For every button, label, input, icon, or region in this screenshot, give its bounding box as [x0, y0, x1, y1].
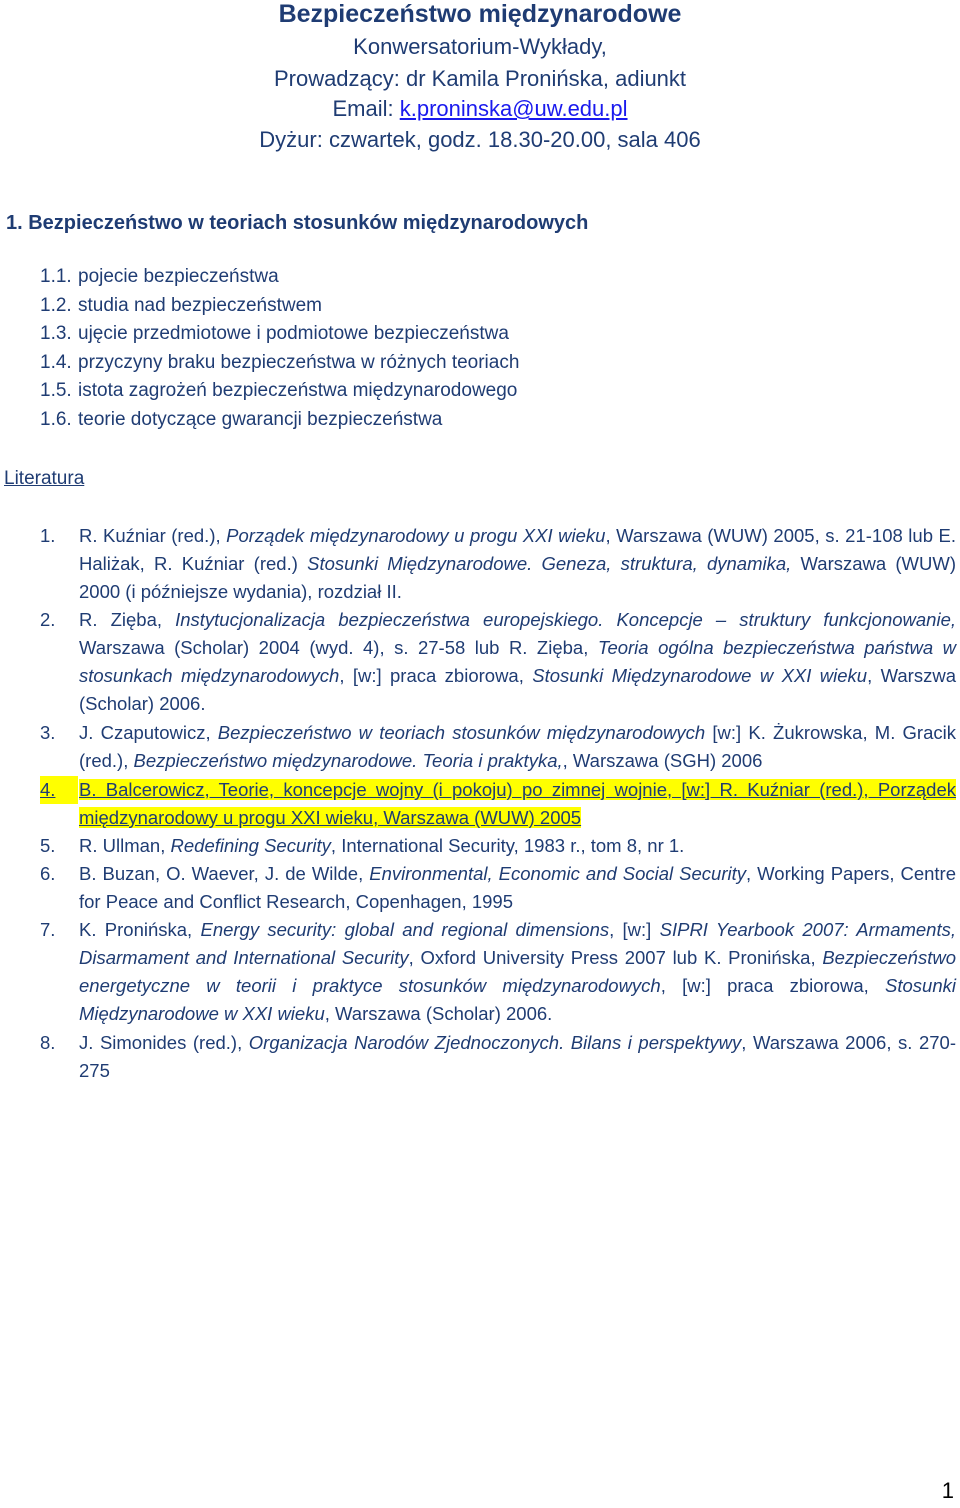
subitem: [40, 295, 322, 317]
reference-number: 2.: [40, 609, 56, 630]
email-link[interactable]: k.proninska@uw.edu.pl: [399, 96, 628, 121]
subitem-number: 1.3.: [40, 323, 72, 344]
reference-text: R. Kuźniar (red.), Porządek międzynarodowy u progu XXI wieku, Warszawa (WUW) 2005, s. 21-108 lub E. Haliżak, R. Kuźniar (red.) Stosunki Międzynarodowe. Geneza, struktura, dynamika, Warszawa (WUW) 2000 (i późniejsze wydania), rozdział II.: [79, 525, 956, 602]
reference-number: 3.: [40, 722, 56, 743]
document-title: Bezpieczeństwo międzynarodowe: [278, 0, 682, 28]
subitem-text: teorie dotyczące gwarancji bezpieczeństwa: [78, 409, 443, 430]
reference-item: [40, 719, 956, 775]
reference-number: 7.: [40, 919, 56, 940]
reference-number: 1.: [40, 525, 56, 546]
reference-item: [40, 916, 956, 1028]
subitem-number: 1.5.: [40, 380, 72, 401]
subitem-text: istota zagrożeń bezpieczeństwa międzynarodowego: [78, 380, 518, 401]
reference-item: [40, 606, 956, 718]
page-number: 1: [941, 1478, 954, 1503]
reference-number: 5.: [40, 835, 56, 856]
reference-item: [40, 860, 956, 916]
reference-text: R. Zięba, Instytucjonalizacja bezpieczeństwa europejskiego. Koncepcje – struktury funkcjonowanie, Warszawa (Scholar) 2004 (wyd. 4), s. 27-58 lub R. Zięba, Teoria ogólna bezpieczeństwa państwa w stosunkach międzynarodowych, [w:] praca zbiorowa, Stosunki Międzynarodowe w XXI wieku, Warszwa (Scholar) 2006.: [79, 609, 956, 714]
subitem-text: przyczyny braku bezpieczeństwa w różnych teoriach: [78, 352, 520, 373]
reference-number: 4.: [40, 776, 78, 804]
reference-text: R. Ullman, Redefining Security, International Security, 1983 r., tom 8, nr 1.: [79, 835, 685, 856]
subitem-number: 1.2.: [40, 295, 72, 316]
subitem: [40, 323, 509, 345]
subitem-number: 1.6.: [40, 409, 72, 430]
section-heading: 1. Bezpieczeństwo w teoriach stosunków międzynarodowych: [6, 212, 589, 234]
reference-text: J. Simonides (red.), Organizacja Narodów Zjednoczonych. Bilans i perspektywy, Warszawa 2006, s. 270-275: [79, 1032, 957, 1081]
reference-text: K. Pronińska, Energy security: global and regional dimensions, [w:] SIPRI Yearbook 2007: Armaments, Disarmament and International Security, Oxford University Press 2007 lub K. Pronińska, Bezpieczeństwo energetyczne w teorii i praktyce stosunków międzynarodowych, [w:] praca zbiorowa, Stosunki Międzynarodowe w XXI wieku, Warszawa (Scholar) 2006.: [79, 919, 956, 1024]
subitem-number: 1.4.: [40, 352, 72, 373]
reference-item-highlighted: [40, 776, 956, 832]
reference-item: [40, 832, 956, 860]
subitem-text: ujęcie przedmiotowe i podmiotowe bezpieczeństwa: [78, 323, 509, 344]
reference-text: B. Buzan, O. Waever, J. de Wilde, Environmental, Economic and Social Security, Working Papers, Centre for Peace and Conflict Research, Copenhagen, 1995: [79, 863, 956, 912]
email-line: [0, 96, 960, 122]
lecturer: Prowadzący: dr Kamila Pronińska, adiunkt: [273, 66, 687, 91]
subitem-text: pojecie bezpieczeństwa: [78, 266, 279, 287]
literature-heading: Literatura: [4, 468, 85, 489]
email-label: Email:: [332, 96, 400, 121]
reference-number: 8.: [40, 1032, 56, 1053]
reference-text: B. Balcerowicz, Teorie, koncepcje wojny (i pokoju) po zimnej wojnie, [w:] R. Kuźniar (red.), Porządek międzynarodowy u progu XXI wieku, Warszawa (WUW) 2005: [79, 779, 956, 828]
office-hours: Dyżur: czwartek, godz. 18.30-20.00, sala 406: [259, 127, 701, 152]
reference-item: [40, 522, 956, 606]
subitem: [40, 409, 442, 431]
course-type: Konwersatorium-Wykłady,: [353, 34, 607, 59]
subitem: [40, 352, 519, 374]
reference-number: 6.: [40, 863, 56, 884]
subitem: [40, 380, 517, 402]
subitem-number: 1.1.: [40, 266, 72, 287]
reference-item: [40, 1029, 956, 1085]
subitem: [40, 266, 279, 288]
subitem-text: studia nad bezpieczeństwem: [78, 295, 322, 316]
reference-text: J. Czaputowicz, Bezpieczeństwo w teoriach stosunków międzynarodowych [w:] K. Żukrowska, M. Gracik (red.), Bezpieczeństwo międzynarodowe. Teoria i praktyka,, Warszawa (SGH) 2006: [79, 722, 956, 771]
